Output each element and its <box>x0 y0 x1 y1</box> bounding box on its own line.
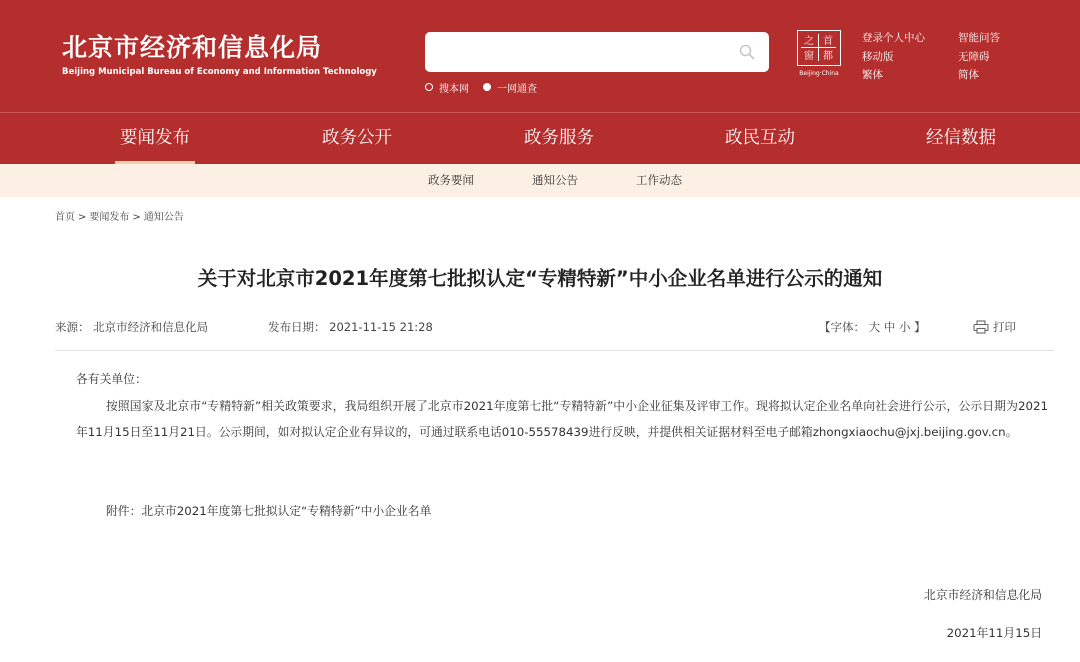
article-salutation: 各有关单位： <box>76 372 147 386</box>
meta-divider <box>55 350 1054 351</box>
article-title: 关于对北京市2021年度第七批拟认定“专精特新”中小企业名单进行公示的通知 <box>197 267 883 290</box>
site-title[interactable]: 北京市经济和信息化局 <box>62 33 323 62</box>
sub-nav-notices[interactable]: 通知公告 <box>532 173 578 187</box>
font-size-label: 【字体： <box>819 320 865 334</box>
nav-item-public-interaction[interactable]: 政民互动 <box>725 128 795 148</box>
date-label: 发布日期： <box>268 320 326 334</box>
font-size-large[interactable]: 大 <box>868 320 881 334</box>
article-meta <box>55 319 1055 337</box>
font-size-switcher <box>819 319 926 335</box>
search-input[interactable] <box>435 40 725 64</box>
sub-nav-work-updates[interactable]: 工作动态 <box>636 173 682 187</box>
login-personal-center-link[interactable]: 登录个人中心 <box>862 32 925 44</box>
search-scope-site[interactable] <box>425 80 469 95</box>
radio-unchecked-icon[interactable] <box>425 83 433 91</box>
signature-date: 2021年11月15日 <box>946 626 1042 640</box>
article-paragraph: 按照国家及北京市“专精特新”相关政策要求，我局组织开展了北京市2021年度第七批“专精特新”中小企业征集及评审工作。现将拟认定企业名单向社会进行公示，公示日期为2021年11月15日至11月21日。公示期间，如对拟认定企业有异议的，可通过联系电话010-55578439进行反映，并提供相关证据材料至电子邮箱zhongxiaochu@jxj.beijing.gov.cn。 <box>76 399 1048 439</box>
site-header <box>0 0 1080 112</box>
article-attachment-link[interactable]: 附件：北京市2021年度第七批拟认定“专精特新”中小企业名单 <box>106 504 432 518</box>
mobile-version-link[interactable]: 移动版 <box>862 50 894 63</box>
search-box[interactable] <box>425 32 769 72</box>
capital-window-logo[interactable] <box>797 30 841 66</box>
nav-item-economy-data[interactable]: 经信数据 <box>926 128 996 148</box>
search-scope-options <box>425 80 551 94</box>
search-scope-site-label: 搜本网 <box>439 83 469 95</box>
search-scope-all[interactable] <box>483 80 537 95</box>
top-links-right <box>958 29 1000 85</box>
article-source <box>55 319 208 335</box>
nav-item-government-services[interactable]: 政务服务 <box>524 128 594 148</box>
accessibility-link[interactable]: 无障碍 <box>958 50 990 63</box>
breadcrumb-notices[interactable]: 通知公告 <box>143 212 184 223</box>
capital-window-seal-icon <box>798 31 839 64</box>
breadcrumb-home[interactable]: 首页 <box>55 212 75 223</box>
breadcrumb <box>55 208 184 223</box>
print-label[interactable]: 打印 <box>993 320 1016 334</box>
print-button[interactable] <box>973 319 1016 335</box>
seal-char: 之 <box>804 36 814 47</box>
breadcrumb-separator: > <box>78 212 87 223</box>
seal-caption: Beijing·China <box>799 70 839 77</box>
sub-nav <box>0 164 1080 197</box>
seal-char: 窗 <box>804 51 814 62</box>
font-size-small[interactable]: 小 <box>898 320 911 334</box>
smart-qa-link[interactable]: 智能问答 <box>958 32 1000 44</box>
source-value: 北京市经济和信息化局 <box>93 320 209 334</box>
search-icon[interactable] <box>739 44 755 60</box>
top-links-left <box>862 29 925 85</box>
font-size-bracket: 】 <box>914 320 926 334</box>
source-label: 来源： <box>55 320 90 334</box>
breadcrumb-news[interactable]: 要闻发布 <box>89 212 130 223</box>
article-date <box>268 319 433 335</box>
simplified-chinese-link[interactable]: 简体 <box>958 69 979 81</box>
main-nav <box>0 112 1080 164</box>
nav-item-government-affairs[interactable]: 政务公开 <box>322 128 392 148</box>
nav-item-news[interactable]: 要闻发布 <box>115 113 195 164</box>
radio-checked-icon[interactable] <box>483 83 491 91</box>
signature-organization: 北京市经济和信息化局 <box>924 588 1042 602</box>
search-scope-all-label: 一网通查 <box>497 83 537 95</box>
font-size-medium[interactable]: 中 <box>883 320 896 334</box>
traditional-chinese-link[interactable]: 繁体 <box>862 69 883 81</box>
site-subtitle: Beijing Municipal Bureau of Economy and Information Technology <box>62 67 377 77</box>
date-value: 2021-11-15 21:28 <box>329 320 433 334</box>
breadcrumb-separator: > <box>132 212 141 223</box>
seal-char: 首 <box>823 36 833 47</box>
printer-icon[interactable] <box>973 320 989 334</box>
seal-char: 都 <box>823 51 833 62</box>
sub-nav-government-news[interactable]: 政务要闻 <box>428 173 474 187</box>
